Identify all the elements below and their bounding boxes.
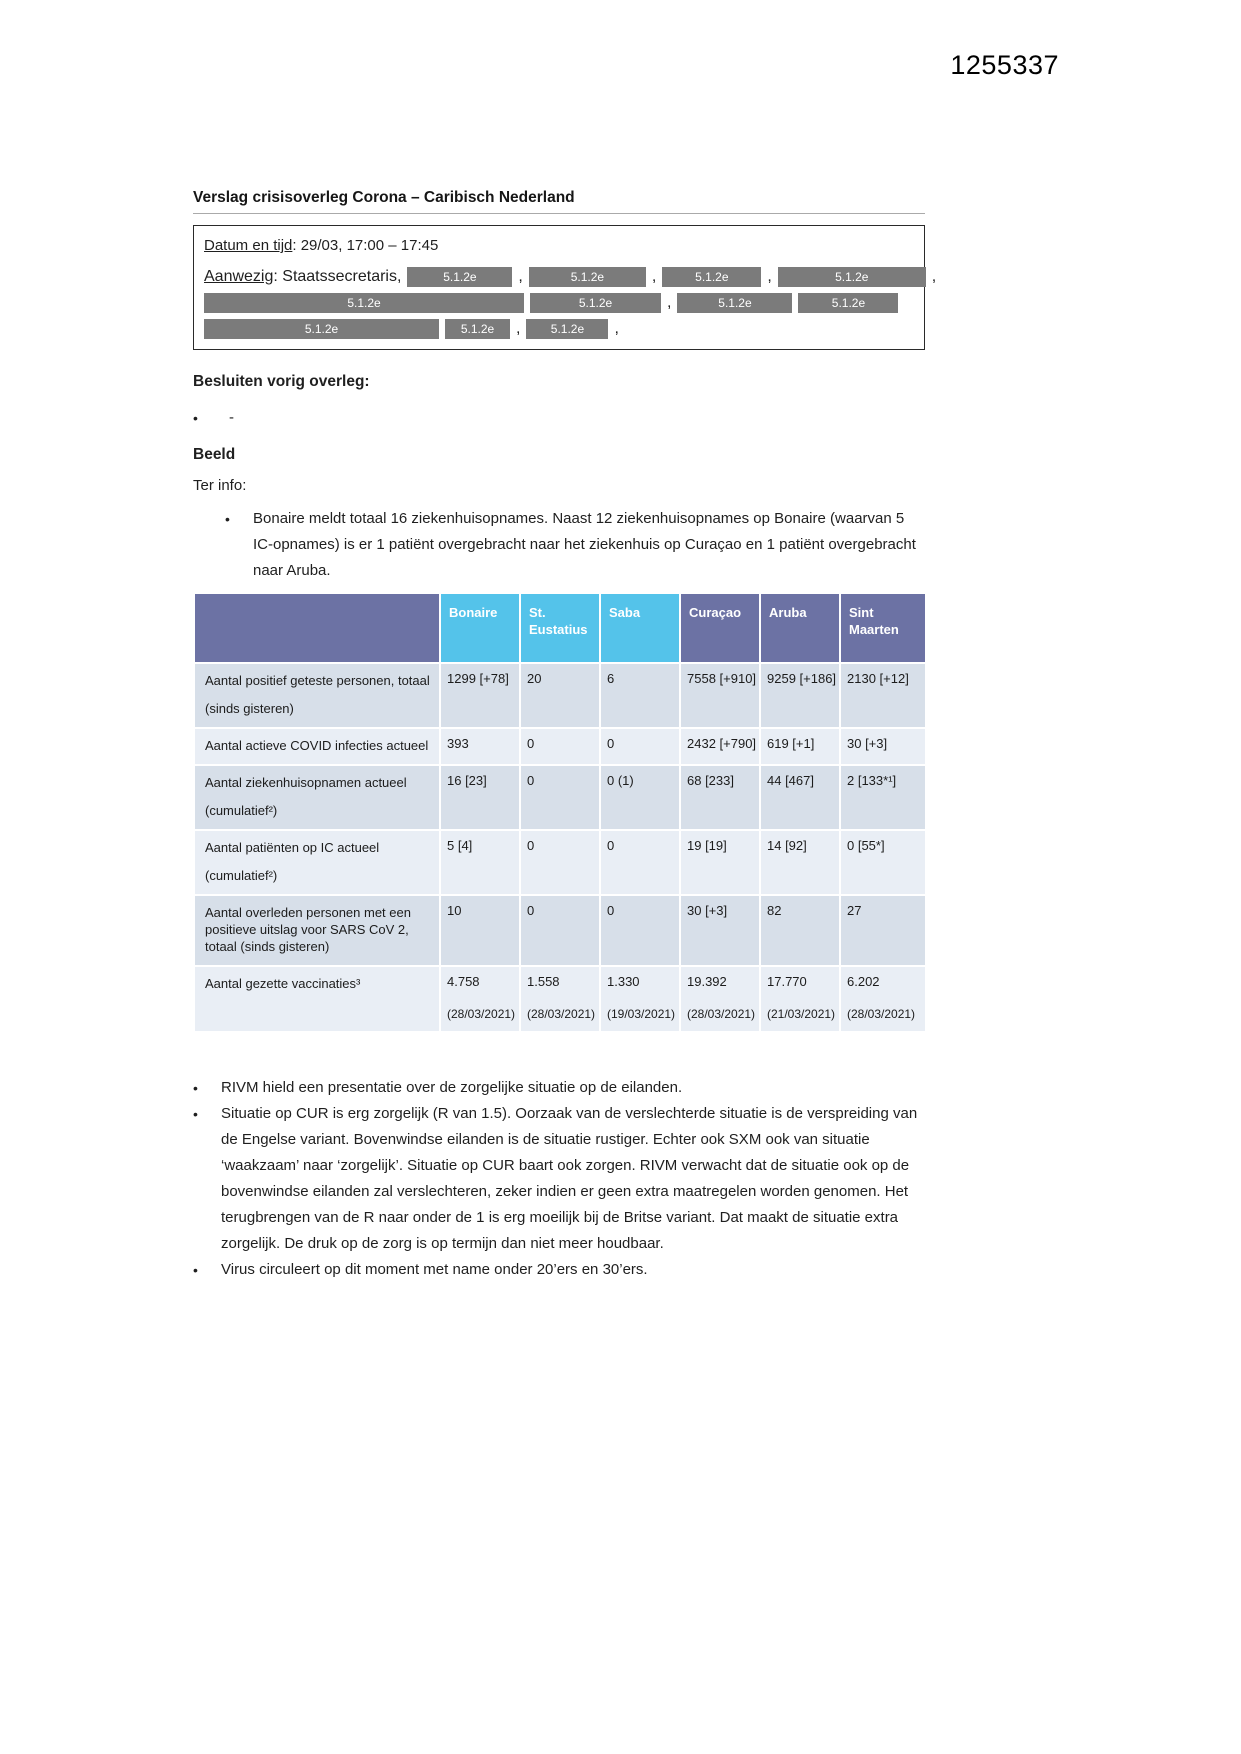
- table-row: [194, 663, 926, 728]
- row-label-line: (sinds gisteren): [205, 701, 294, 716]
- list-item: [193, 1101, 925, 1257]
- table-row: [194, 895, 926, 966]
- table-cell: [600, 966, 680, 1032]
- table-cell: [440, 765, 520, 830]
- cell-value: 20: [527, 671, 542, 686]
- cell-date: (28/03/2021): [527, 1007, 596, 1021]
- intro-text: Bonaire meldt totaal 16 ziekenhuisopnames. Naast 12 ziekenhuisopnames op Bonaire (waarvan 5 IC-opnames) is er 1 patiënt overgebracht naar het ziekenhuis op Curaçao en 1 patiënt overgebracht naar Aruba.: [253, 510, 916, 579]
- table-cell: [440, 966, 520, 1032]
- row-label: [194, 728, 440, 765]
- cell-value: 27: [847, 903, 862, 918]
- redaction-box: 5.1.2e: [526, 319, 608, 339]
- row-label: [194, 765, 440, 830]
- cell-value: 7558 [+910]: [687, 671, 757, 686]
- cell-value: 0: [607, 903, 615, 918]
- cell-value: 9259 [+186]: [767, 671, 837, 686]
- cell-value: 14 [92]: [767, 838, 807, 853]
- redaction-box: 5.1.2e: [778, 267, 926, 287]
- cell-value: 68 [233]: [687, 773, 734, 788]
- covid-statistics-table: [193, 592, 927, 1033]
- row-label-line: Aantal ziekenhuisopnamen actueel: [205, 775, 407, 790]
- intro-list-item: [225, 506, 925, 584]
- table-cell: [760, 830, 840, 895]
- table-cell: [520, 966, 600, 1032]
- bullet-icon: •: [193, 1106, 198, 1122]
- table-header-row: [194, 593, 926, 663]
- comma-separator: ,: [767, 268, 772, 285]
- bullet-icon: •: [193, 1262, 198, 1278]
- datum-label: Datum en tijd: [204, 237, 293, 254]
- redaction-box: 5.1.2e: [529, 267, 646, 287]
- redaction-box: 5.1.2e: [677, 293, 792, 313]
- cell-value: 6: [607, 671, 615, 686]
- document-page: [193, 189, 937, 1283]
- table-cell: [680, 966, 760, 1032]
- row-label: [194, 830, 440, 895]
- header-saba: Saba: [600, 593, 680, 663]
- bullet-icon: •: [193, 410, 198, 426]
- header-sint-maarten: Sint Maarten: [840, 593, 926, 663]
- redaction-box: 5.1.2e: [204, 319, 439, 339]
- comma-separator: ,: [667, 294, 672, 311]
- cell-value: 0: [607, 736, 615, 751]
- cell-value: 4.758: [447, 974, 480, 989]
- besluiten-list-item: [193, 405, 925, 431]
- cell-value: 0 (1): [607, 773, 634, 788]
- cell-value: 1299 [+78]: [447, 671, 509, 686]
- redaction-box: 5.1.2e: [530, 293, 661, 313]
- cell-value: 2432 [+790]: [687, 736, 757, 751]
- cell-value: 393: [447, 736, 469, 751]
- aanwezig-line-2: [204, 293, 914, 313]
- row-label: [194, 663, 440, 728]
- row-label-line: Aantal patiënten op IC actueel: [205, 840, 380, 855]
- table-cell: [760, 663, 840, 728]
- table-cell: [840, 830, 926, 895]
- bullet-icon: •: [193, 1080, 198, 1096]
- header-aruba: Aruba: [760, 593, 840, 663]
- document-number: 1255337: [950, 50, 1059, 80]
- cell-value: 0: [527, 838, 535, 853]
- table-cell: [760, 728, 840, 765]
- cell-value: 619 [+1]: [767, 736, 815, 751]
- title-rule: [193, 213, 925, 214]
- aanwezig-value: : Staatssecretaris,: [273, 268, 402, 285]
- cell-date: (28/03/2021): [447, 1007, 516, 1021]
- cell-value: 1.330: [607, 974, 640, 989]
- table-cell: [600, 765, 680, 830]
- table-cell: [600, 728, 680, 765]
- row-label-line: (cumulatief²): [205, 803, 278, 818]
- cell-value: 6.202: [847, 974, 880, 989]
- table-cell: [680, 895, 760, 966]
- cell-value: 0 [55*]: [847, 838, 885, 853]
- table-cell: [440, 830, 520, 895]
- cell-value: 0: [527, 903, 535, 918]
- header-curacao: Curaçao: [680, 593, 760, 663]
- redaction-box: 5.1.2e: [407, 267, 512, 287]
- page-title: Verslag crisisoverleg Corona – Caribisch Nederland: [193, 189, 575, 206]
- table-cell: [760, 765, 840, 830]
- cell-date: (19/03/2021): [607, 1007, 676, 1021]
- table-cell: [760, 895, 840, 966]
- cell-value: 1.558: [527, 974, 560, 989]
- table-cell: [680, 830, 760, 895]
- header-bonaire: Bonaire: [440, 593, 520, 663]
- table-cell: [520, 663, 600, 728]
- bullet-icon: •: [225, 511, 230, 527]
- cell-date: (21/03/2021): [767, 1007, 836, 1021]
- cell-value: 2130 [+12]: [847, 671, 909, 686]
- list-item-text: RIVM hield een presentatie over de zorgelijke situatie op de eilanden.: [221, 1079, 683, 1096]
- cell-value: 82: [767, 903, 782, 918]
- aanwezig-line-3: [204, 319, 914, 339]
- table-cell: [520, 728, 600, 765]
- list-item: [193, 1075, 925, 1101]
- row-label-line: Aantal positief geteste personen, totaal: [205, 673, 430, 688]
- table-cell: [840, 966, 926, 1032]
- table-cell: [840, 663, 926, 728]
- cell-date: (28/03/2021): [687, 1007, 756, 1021]
- cell-value: 0: [527, 773, 535, 788]
- table-cell: [440, 663, 520, 728]
- header-empty: [194, 593, 440, 663]
- redaction-box: 5.1.2e: [798, 293, 898, 313]
- table-cell: [840, 895, 926, 966]
- table-cell: [680, 663, 760, 728]
- cell-value: 44 [467]: [767, 773, 814, 788]
- cell-value: 17.770: [767, 974, 807, 989]
- table-cell: [520, 765, 600, 830]
- header-st-eustatius: St. Eustatius: [520, 593, 600, 663]
- cell-date: (28/03/2021): [847, 1007, 916, 1021]
- table-cell: [680, 728, 760, 765]
- table-cell: [440, 728, 520, 765]
- comma-separator: ,: [516, 320, 521, 337]
- aanwezig-label-wrap: [204, 268, 401, 286]
- row-label: [194, 966, 440, 1032]
- row-label-line: Aantal overleden personen met een positieve uitslag voor SARS CoV 2, totaal (sinds gisteren): [205, 905, 411, 954]
- besluiten-heading: Besluiten vorig overleg:: [193, 373, 370, 390]
- list-item-text: Situatie op CUR is erg zorgelijk (R van 1.5). Oorzaak van de verslechterde situatie is de verspreiding van de Engelse variant. Bovenwindse eilanden is de situatie rustiger. Echter ook SXM ook van situatie ‘waakzaam’ naar ‘zorgelijk’. Situatie op CUR baart ook zorgen. RIVM verwacht dat de situatie ook op de bovenwindse eilanden zal verslechteren, zeker indien er geen extra maatregelen worden genomen. Het terugbrengen van de R naar onder de 1 is erg moeilijk bij de Britse variant. Dat maakt de situatie extra zorgelijk. De druk op de zorg is op termijn dan niet meer houdbaar.: [221, 1105, 918, 1252]
- cell-value: 30 [+3]: [687, 903, 728, 918]
- notes-list: [193, 1075, 925, 1283]
- table-cell: [440, 895, 520, 966]
- cell-value: 0: [607, 838, 615, 853]
- redaction-box: 5.1.2e: [445, 319, 510, 339]
- datum-value: : 29/03, 17:00 – 17:45: [292, 237, 439, 254]
- beeld-heading: Beeld: [193, 446, 236, 463]
- table-cell: [600, 830, 680, 895]
- table-cell: [600, 895, 680, 966]
- comma-separator: ,: [614, 320, 619, 337]
- cell-value: 0: [527, 736, 535, 751]
- ter-info-label: Ter info:: [193, 477, 247, 494]
- table-row: [194, 966, 926, 1032]
- row-label-line: (cumulatief²): [205, 868, 278, 883]
- besluiten-item-text: -: [229, 409, 234, 426]
- row-label-line: Aantal actieve COVID infecties actueel: [205, 738, 429, 753]
- list-item-text: Virus circuleert op dit moment met name onder 20’ers en 30’ers.: [221, 1261, 648, 1278]
- meta-box: [193, 225, 937, 350]
- cell-value: 2 [133*¹]: [847, 773, 897, 788]
- cell-value: 10: [447, 903, 462, 918]
- comma-separator: ,: [518, 268, 523, 285]
- table-cell: [600, 663, 680, 728]
- table-row: [194, 830, 926, 895]
- cell-value: 19 [19]: [687, 838, 727, 853]
- table-cell: [520, 895, 600, 966]
- table-cell: [840, 765, 926, 830]
- cell-value: 5 [4]: [447, 838, 473, 853]
- redaction-box: 5.1.2e: [662, 267, 761, 287]
- redaction-box: 5.1.2e: [204, 293, 524, 313]
- table-cell: [680, 765, 760, 830]
- comma-separator: ,: [931, 268, 937, 285]
- aanwezig-line: [204, 267, 937, 287]
- row-label-line: Aantal gezette vaccinaties³: [205, 976, 361, 991]
- table-cell: [840, 728, 926, 765]
- row-label: [194, 895, 440, 966]
- cell-value: 19.392: [687, 974, 727, 989]
- comma-separator: ,: [651, 268, 657, 285]
- table-cell: [760, 966, 840, 1032]
- table-cell: [520, 830, 600, 895]
- list-item: [193, 1257, 925, 1283]
- cell-value: 16 [23]: [447, 773, 487, 788]
- table-row: [194, 765, 926, 830]
- datum-line: [204, 235, 914, 257]
- aanwezig-label: Aanwezig: [204, 268, 274, 285]
- table-row: [194, 728, 926, 765]
- cell-value: 30 [+3]: [847, 736, 888, 751]
